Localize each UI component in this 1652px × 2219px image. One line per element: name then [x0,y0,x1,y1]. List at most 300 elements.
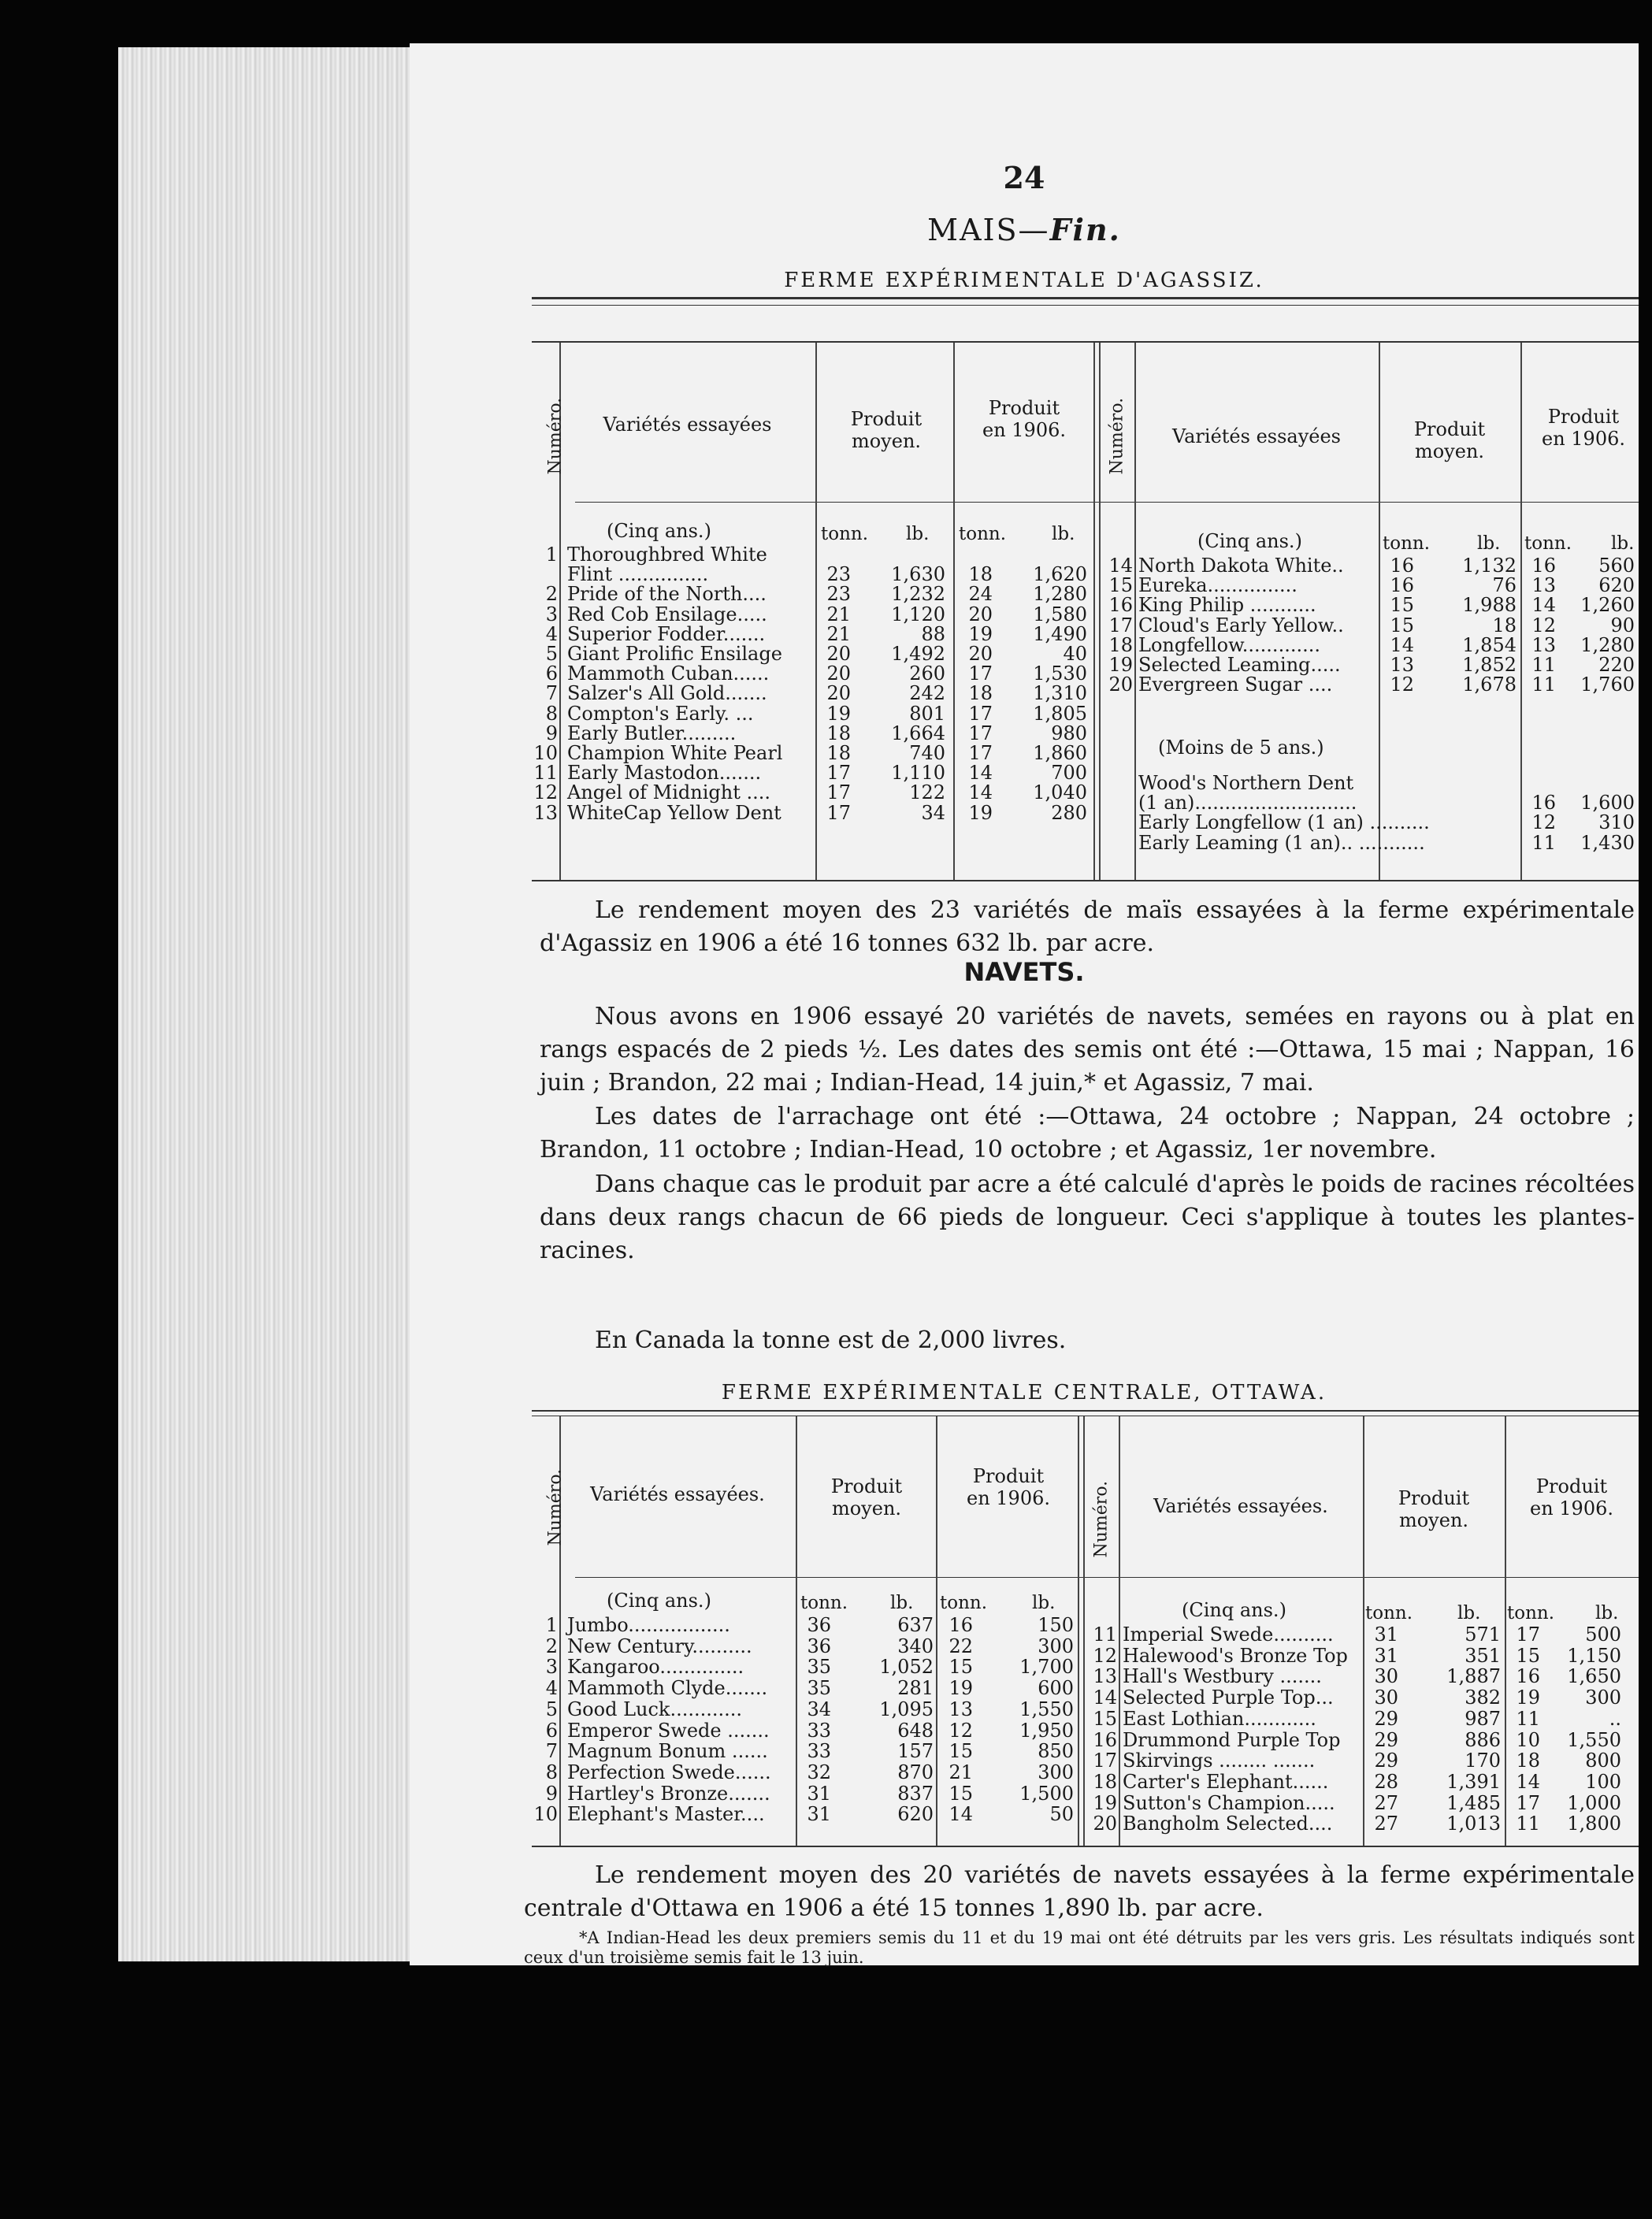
avg-lb: 1,095 [879,1698,934,1720]
yield1906-tonn: 15 [949,1656,973,1679]
variety-name: Selected Purple Top... [1123,1687,1334,1709]
yield1906-tonn: 16 [1531,555,1556,577]
variety-name: Carter's Elephant...... [1123,1770,1329,1793]
row-number: 14 [1108,555,1133,577]
yield1906-tonn: 16 [1531,792,1556,814]
variety-name: Perfection Swede...... [567,1761,771,1783]
yield1906-lb: 980 [1051,722,1087,744]
variety-name: Imperial Swede.......... [1123,1623,1334,1646]
avg-tonn: 33 [807,1740,831,1763]
yield1906-lb: 50 [1049,1803,1074,1826]
t1-col-numero-right: Numéro. [1107,397,1127,475]
paragraph-semis: Nous avons en 1906 essayé 20 variétés de navets, semées en rayons ou à plat en rangs espacés de 2 pieds ½. Les dates des semis ont été :—Ottawa, 15 mai ; Nappan, 16 juin ; Brandon, 22 mai ; Indian-Head, 14 juin,* et Agassiz, 7 mai. [540,1003,1635,1097]
avg-tonn: 20 [826,643,851,665]
variety-name: Giant Prolific Ensilage [567,643,782,665]
t1-unit: lb. [1052,524,1075,544]
variety-name: Sutton's Champion..... [1123,1791,1335,1814]
avg-tonn: 36 [807,1635,831,1657]
row-number: 9 [545,722,558,744]
row-number: 11 [533,762,558,785]
row-number: 4 [545,1677,558,1700]
yield1906-tonn: 12 [949,1719,973,1742]
yield1906-tonn: 11 [1516,1707,1540,1730]
section-title-em: Fin. [1049,212,1121,247]
yield1906-lb: 600 [1038,1677,1074,1700]
row-number: 20 [1108,673,1133,696]
avg-lb: 281 [897,1677,934,1700]
avg-tonn: 35 [807,1677,831,1700]
yield1906-lb: 300 [1038,1761,1074,1783]
row-number: 10 [533,742,558,764]
yield1906-lb: 220 [1598,654,1635,676]
avg-lb: 870 [897,1761,934,1783]
avg-lb: 1,391 [1446,1770,1501,1793]
avg-tonn: 31 [807,1803,831,1826]
yield1906-tonn: 14 [949,1803,973,1826]
variety-name: Kangaroo.............. [567,1656,744,1679]
table-row [410,722,1639,744]
avg-lb: 34 [921,801,945,824]
yield1906-lb: 1,860 [1033,742,1087,764]
yield1906-tonn: 19 [968,801,993,824]
yield1906-tonn: 24 [968,583,993,606]
t2-unit: tonn. [1507,1603,1555,1623]
variety-name: King Philip ........... [1138,594,1316,617]
avg-lb: 1,013 [1446,1813,1501,1835]
variety-name: Mammoth Clyde....... [567,1677,768,1700]
yield1906-tonn: 17 [968,722,993,744]
variety-name: Halewood's Bronze Top [1123,1644,1348,1667]
section-title [410,212,1639,247]
avg-lb: 648 [897,1719,934,1742]
t1-col-variete-left: Variétés essayées [603,414,772,436]
variety-name: Champion White Pearl [567,742,783,764]
t2-unit: tonn. [1365,1603,1413,1623]
avg-tonn: 23 [826,583,851,606]
yield1906-lb: .. [1609,1707,1621,1730]
table2-caption: FERME EXPÉRIMENTALE CENTRALE, OTTAWA. [721,1381,1327,1405]
avg-lb: 18 [1492,614,1516,636]
avg-lb: 88 [921,622,945,645]
avg-tonn: 16 [1390,555,1414,577]
yield1906-lb: 40 [1063,643,1087,665]
row-number: 10 [533,1803,558,1826]
yield1906-lb: 1,280 [1580,633,1635,656]
yield1906-tonn: 14 [1531,594,1556,617]
avg-lb: 1,988 [1462,594,1516,617]
avg-tonn: 17 [826,762,851,785]
yield1906-lb: 1,490 [1033,622,1087,645]
yield1906-lb: 620 [1598,574,1635,597]
avg-lb: 260 [909,662,945,685]
yield1906-tonn: 18 [968,563,993,586]
avg-lb: 1,664 [891,722,945,744]
avg-tonn: 15 [1390,594,1414,617]
t1-unit: lb. [1477,533,1501,554]
paragraph-ottawa-summary: Le rendement moyen des 20 variétés de navets essayées à la ferme expérimentale centrale d'Ottawa en 1906 a été 15 tonnes 1,890 lb. par acre. [524,1861,1635,1922]
yield1906-tonn: 19 [968,622,993,645]
avg-tonn: 19 [826,702,851,725]
paragraph-arrachage: Les dates de l'arrachage ont été :—Ottawa, 24 octobre ; Nappan, 24 octobre ; Brandon, 11 octobre ; Indian-Head, 10 octobre ; et Agassiz, 1er novembre. [540,1103,1635,1163]
yield1906-lb: 1,500 [1019,1782,1074,1805]
variety-name: Magnum Bonum ...... [567,1740,768,1763]
yield1906-lb: 1,700 [1019,1656,1074,1679]
variety-name: Mammoth Cuban...... [567,662,770,685]
row-number: 2 [545,583,558,606]
avg-tonn: 31 [1374,1623,1398,1646]
avg-tonn: 14 [1390,633,1414,656]
yield1906-tonn: 10 [1516,1728,1540,1751]
avg-tonn: 31 [1374,1644,1398,1667]
yield1906-tonn: 12 [1531,614,1556,636]
avg-tonn: 20 [826,682,851,705]
variety-name: Early Mastodon....... [567,762,762,785]
row-number: 14 [1093,1687,1117,1709]
table-row [410,831,1639,854]
yield1906-lb: 800 [1585,1750,1621,1772]
yield1906-lb: 850 [1038,1740,1074,1763]
variety-name: Early Longfellow (1 an) .......... [1138,811,1430,834]
t2-unit: lb. [1595,1603,1619,1623]
footnote: *A Indian-Head les deux premiers semis du 11 et du 19 mai ont été détruits par les vers gris. Les résultats indiqués sont ceux d'un troisième semis fait le 13 juin. [524,1928,1635,1967]
avg-tonn: 15 [1390,614,1414,636]
variety-name: Early Leaming (1 an).. ........... [1138,831,1425,854]
yield1906-tonn: 22 [949,1635,973,1657]
yield1906-tonn: 14 [968,762,993,785]
avg-lb: 1,052 [879,1656,934,1679]
variety-name: Superior Fodder....... [567,622,766,645]
t2-unit: lb. [890,1593,914,1613]
variety-name: Red Cob Ensilage..... [567,603,767,625]
yield1906-tonn: 20 [968,603,993,625]
variety-name: Hartley's Bronze....... [567,1782,770,1805]
avg-tonn: 13 [1390,654,1414,676]
navets-heading: NAVETS. [963,957,1085,987]
variety-name: Flint ............... [567,563,709,586]
yield1906-tonn: 11 [1516,1813,1540,1835]
yield1906-tonn: 15 [1516,1644,1540,1667]
row-number: 18 [1108,633,1133,656]
avg-tonn: 29 [1374,1728,1398,1751]
row-number: 15 [1108,574,1133,597]
avg-lb: 837 [897,1782,934,1805]
variety-name: Jumbo................. [567,1614,730,1636]
variety-name: Longfellow............. [1138,633,1320,656]
avg-tonn: 27 [1374,1791,1398,1814]
t1-unit: tonn. [1383,533,1431,554]
yield1906-tonn: 17 [968,702,993,725]
page-number: 24 [1003,160,1045,195]
row-number: 3 [545,1656,558,1679]
yield1906-lb: 100 [1585,1770,1621,1793]
row-number: 11 [1093,1623,1117,1646]
t1-col-produit-left: Produit moyen. [850,408,923,452]
yield1906-tonn: 13 [1531,574,1556,597]
yield1906-tonn: 16 [1516,1665,1540,1688]
t2-col-variete-left: Variétés essayées. [590,1483,765,1505]
yield1906-tonn: 17 [968,742,993,764]
yield1906-tonn: 13 [1531,633,1556,656]
t1-unit: tonn. [959,524,1007,544]
t2-col-variete-right: Variétés essayées. [1153,1495,1328,1517]
yield1906-lb: 1,150 [1567,1644,1621,1667]
variety-name: Emperor Swede ....... [567,1719,770,1742]
variety-name: Skirvings ........ ....... [1123,1750,1316,1772]
yield1906-lb: 300 [1585,1687,1621,1709]
t2-right-section: (Cinq ans.) [1182,1599,1286,1621]
avg-lb: 1,132 [1462,555,1516,577]
t2-unit: tonn. [800,1593,848,1613]
table1-caption: FERME EXPÉRIMENTALE D'AGASSIZ. [784,269,1264,292]
yield1906-tonn: 17 [1516,1623,1540,1646]
avg-tonn: 30 [1374,1687,1398,1709]
yield1906-lb: 1,760 [1580,673,1635,696]
t1-col-produit1906-right: Produit en 1906. [1542,406,1625,450]
yield1906-tonn: 11 [1531,654,1556,676]
t2-col-produit-left: Produit moyen. [830,1475,903,1520]
yield1906-tonn: 15 [949,1740,973,1763]
variety-name: Wood's Northern Dent [1138,772,1354,794]
row-number: 9 [545,1782,558,1805]
t1-right-section: (Cinq ans.) [1197,530,1302,552]
row-number: 6 [545,662,558,685]
avg-lb: 76 [1492,574,1516,597]
yield1906-tonn: 19 [1516,1687,1540,1709]
avg-tonn: 36 [807,1614,831,1636]
avg-lb: 242 [909,682,945,705]
row-number: 17 [1108,614,1133,636]
paragraph-agassiz-summary: Le rendement moyen des 23 variétés de maïs essayées à la ferme expérimentale d'Agassiz en 1906 a été 16 tonnes 632 lb. par acre. [540,896,1635,957]
row-number: 16 [1093,1728,1117,1751]
t2-col-numero-left: Numéro. [545,1468,566,1546]
table-row [410,774,1639,792]
t1-col-produit1906-left: Produit en 1906. [982,397,1066,441]
row-number: 18 [1093,1770,1117,1793]
avg-lb: 1,630 [891,563,945,586]
row-number: 12 [533,781,558,804]
row-number: 15 [1093,1707,1117,1730]
t2-unit: tonn. [940,1593,988,1613]
variety-name: Compton's Early. ... [567,702,754,725]
avg-lb: 1,485 [1446,1791,1501,1814]
t1-right-subsection: (Moins de 5 ans.) [1158,737,1324,759]
yield1906-lb: 90 [1610,614,1635,636]
yield1906-tonn: 12 [1531,811,1556,834]
avg-lb: 1,492 [891,643,945,665]
t2-col-numero-right: Numéro. [1091,1480,1112,1558]
avg-tonn: 21 [826,603,851,625]
t2-col-produit1906-right: Produit en 1906. [1530,1475,1613,1520]
t1-unit: lb. [1611,533,1635,554]
row-number: 2 [545,1635,558,1657]
avg-lb: 987 [1465,1707,1501,1730]
row-number: 1 [545,1614,558,1636]
t2-col-produit-right: Produit moyen. [1398,1487,1470,1531]
row-number: 6 [545,1719,558,1742]
table-row [410,702,1639,725]
section-title-main: MAIS— [927,213,1050,247]
yield1906-tonn: 14 [1516,1770,1540,1793]
avg-lb: 637 [897,1614,934,1636]
variety-name: Hall's Westbury ....... [1123,1665,1322,1688]
yield1906-lb: 1,800 [1567,1813,1621,1835]
avg-lb: 1,232 [891,583,945,606]
avg-tonn: 21 [826,622,851,645]
yield1906-lb: 1,580 [1033,603,1087,625]
avg-tonn: 18 [826,722,851,744]
variety-name: North Dakota White.. [1138,555,1344,577]
page [410,43,1639,1965]
avg-tonn: 30 [1374,1665,1398,1688]
avg-tonn: 12 [1390,673,1414,696]
variety-name: Thoroughbred White [567,544,767,566]
row-number: 16 [1108,594,1133,617]
t2-left-section: (Cinq ans.) [607,1590,711,1612]
yield1906-lb: 1,950 [1019,1719,1074,1742]
avg-tonn: 32 [807,1761,831,1783]
yield1906-lb: 150 [1038,1614,1074,1636]
avg-lb: 620 [897,1803,934,1826]
avg-tonn: 29 [1374,1750,1398,1772]
paragraph-calcul: Dans chaque cas le produit par acre a été calculé d'après le poids de racines récoltées dans deux rangs chacun de 66 pieds de longueur. Ceci s'applique à toutes les plantes-racines. [540,1171,1635,1264]
t2-unit: lb. [1032,1593,1056,1613]
avg-tonn: 17 [826,801,851,824]
yield1906-lb: 500 [1585,1623,1621,1646]
yield1906-tonn: 14 [968,781,993,804]
t2-col-produit1906-left: Produit en 1906. [967,1465,1050,1509]
variety-name: Elephant's Master.... [567,1803,765,1826]
row-number: 1 [545,544,558,566]
avg-lb: 340 [897,1635,934,1657]
avg-lb: 571 [1465,1623,1501,1646]
variety-name: Drummond Purple Top [1123,1728,1341,1751]
yield1906-tonn: 19 [949,1677,973,1700]
row-number: 8 [545,1761,558,1783]
avg-tonn: 16 [1390,574,1414,597]
paragraph-tonne: En Canada la tonne est de 2,000 livres. [595,1327,1067,1354]
variety-name: Pride of the North.... [567,583,767,606]
t1-left-section: (Cinq ans.) [607,520,711,542]
yield1906-tonn: 15 [949,1782,973,1805]
yield1906-lb: 280 [1051,801,1087,824]
row-number: 17 [1093,1750,1117,1772]
yield1906-lb: 700 [1051,762,1087,785]
t1-unit: tonn. [1524,533,1572,554]
yield1906-lb: 1,430 [1580,831,1635,854]
avg-lb: 351 [1465,1644,1501,1667]
row-number: 13 [533,801,558,824]
variety-name: Salzer's All Gold....... [567,682,767,705]
avg-lb: 801 [909,702,945,725]
row-number: 20 [1093,1813,1117,1835]
yield1906-lb: 1,620 [1033,563,1087,586]
variety-name: Evergreen Sugar .... [1138,673,1333,696]
yield1906-tonn: 13 [949,1698,973,1720]
avg-tonn: 31 [807,1782,831,1805]
avg-tonn: 33 [807,1719,831,1742]
variety-name: WhiteCap Yellow Dent [567,801,781,824]
avg-tonn: 35 [807,1656,831,1679]
t1-col-numero-left: Numéro. [545,397,566,475]
variety-name: East Lothian............ [1123,1707,1316,1730]
yield1906-tonn: 18 [968,682,993,705]
yield1906-lb: 1,530 [1033,662,1087,685]
yield1906-lb: 560 [1598,555,1635,577]
yield1906-lb: 1,310 [1033,682,1087,705]
avg-tonn: 34 [807,1698,831,1720]
yield1906-tonn: 16 [949,1614,973,1636]
t1-col-variete-right: Variétés essayées [1171,425,1341,447]
avg-lb: 382 [1465,1687,1501,1709]
variety-name: Selected Leaming..... [1138,654,1341,676]
yield1906-tonn: 20 [968,643,993,665]
avg-tonn: 23 [826,563,851,586]
t1-unit: tonn. [821,524,869,544]
variety-name: Cloud's Early Yellow.. [1138,614,1344,636]
table-row [410,744,1639,762]
yield1906-tonn: 21 [949,1761,973,1783]
row-number: 7 [545,1740,558,1763]
yield1906-tonn: 11 [1531,673,1556,696]
variety-name: Bangholm Selected.... [1123,1813,1333,1835]
variety-name: Angel of Midnight .... [567,781,770,804]
yield1906-tonn: 17 [1516,1791,1540,1814]
yield1906-lb: 1,040 [1033,781,1087,804]
avg-tonn: 29 [1374,1707,1398,1730]
variety-name: New Century.......... [567,1635,752,1657]
variety-name: Good Luck............ [567,1698,742,1720]
avg-lb: 1,110 [891,762,945,785]
avg-lb: 1,120 [891,603,945,625]
avg-tonn: 27 [1374,1813,1398,1835]
row-number: 5 [545,643,558,665]
avg-lb: 886 [1465,1728,1501,1751]
avg-tonn: 20 [826,662,851,685]
yield1906-lb: 1,805 [1033,702,1087,725]
row-number: 19 [1108,654,1133,676]
yield1906-lb: 1,600 [1580,792,1635,814]
row-number: 3 [545,603,558,625]
yield1906-lb: 1,550 [1567,1728,1621,1751]
t2-unit: lb. [1457,1603,1481,1623]
avg-lb: 1,852 [1462,654,1516,676]
avg-tonn: 17 [826,781,851,804]
row-number: 4 [545,622,558,645]
variety-name: Early Butler......... [567,722,737,744]
yield1906-lb: 1,000 [1567,1791,1621,1814]
avg-lb: 1,854 [1462,633,1516,656]
yield1906-lb: 1,550 [1019,1698,1074,1720]
avg-lb: 157 [897,1740,934,1763]
t1-unit: lb. [906,524,930,544]
yield1906-tonn: 18 [1516,1750,1540,1772]
row-number: 7 [545,682,558,705]
yield1906-lb: 300 [1038,1635,1074,1657]
avg-lb: 1,678 [1462,673,1516,696]
variety-name: Eureka............... [1138,574,1297,597]
yield1906-tonn: 11 [1531,831,1556,854]
variety-name: (1 an)........................... [1138,792,1357,814]
avg-lb: 1,887 [1446,1665,1501,1688]
avg-lb: 740 [909,742,945,764]
yield1906-lb: 310 [1598,811,1635,834]
avg-tonn: 28 [1374,1770,1398,1793]
row-number: 19 [1093,1791,1117,1814]
avg-lb: 170 [1465,1750,1501,1772]
t1-col-produit-right: Produit moyen. [1413,418,1486,462]
yield1906-lb: 1,280 [1033,583,1087,606]
yield1906-lb: 1,260 [1580,594,1635,617]
